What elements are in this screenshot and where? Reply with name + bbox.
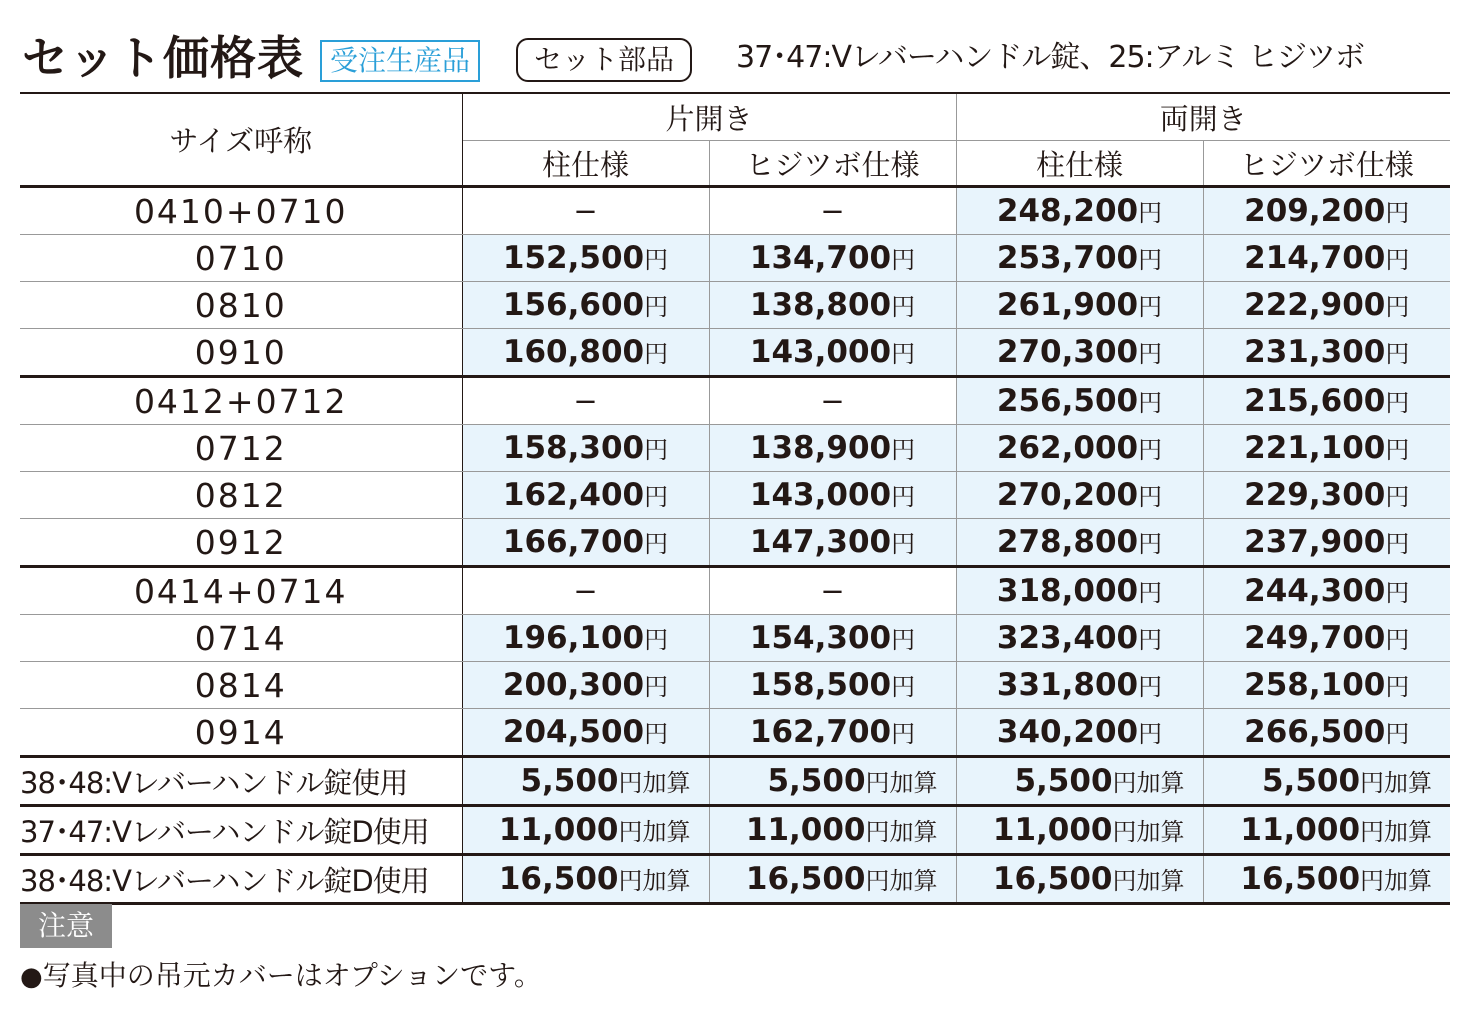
yen-unit: 円 <box>1385 720 1410 748</box>
price-value: 222,900 <box>1244 287 1386 323</box>
yen-unit: 円 <box>1112 769 1137 797</box>
price-cell <box>709 235 956 282</box>
yen-unit: 円 <box>891 436 916 464</box>
table-row <box>20 425 1450 472</box>
price-value: 214,700 <box>1244 240 1386 276</box>
empty-price-cell: − <box>462 567 709 615</box>
price-value: 340,200 <box>996 714 1139 750</box>
price-cell <box>1203 282 1450 329</box>
size-cell: 0714 <box>20 615 462 662</box>
single-door-header: 片開き <box>462 93 956 141</box>
price-value: 258,100 <box>1244 667 1386 703</box>
price-value: 253,700 <box>996 240 1139 276</box>
table-row <box>20 187 1450 235</box>
option-price-value: 16,500 <box>498 861 619 897</box>
option-price-cell <box>462 757 709 806</box>
single-pillar-header: 柱仕様 <box>462 141 709 187</box>
yen-unit: 円 <box>1138 673 1163 701</box>
price-value: 318,000 <box>996 573 1139 609</box>
price-cell <box>956 329 1203 377</box>
price-value: 229,300 <box>1244 477 1386 513</box>
price-cell <box>956 615 1203 662</box>
empty-price-cell: − <box>709 567 956 615</box>
add-suffix: 加算 <box>889 769 938 797</box>
notice-text <box>20 956 542 997</box>
price-cell <box>956 187 1203 235</box>
option-label: 37･47:Vレバーハンドル錠D使用 <box>20 806 462 855</box>
table-row <box>20 662 1450 709</box>
size-cell: 0810 <box>20 282 462 329</box>
yen-unit: 円 <box>1385 246 1410 274</box>
table-row <box>20 615 1450 662</box>
price-value: 248,200 <box>996 193 1139 229</box>
price-cell <box>956 519 1203 567</box>
yen-unit: 円 <box>891 246 916 274</box>
price-table <box>20 92 1450 905</box>
price-cell <box>709 472 956 519</box>
yen-unit: 円 <box>644 720 669 748</box>
yen-unit: 円 <box>1385 199 1410 227</box>
add-suffix: 加算 <box>1136 818 1185 846</box>
price-cell <box>462 425 709 472</box>
price-value: 270,200 <box>996 477 1139 513</box>
yen-unit: 円 <box>1385 340 1410 368</box>
size-column-header: サイズ呼称 <box>20 93 462 187</box>
option-price-value: 16,500 <box>992 861 1113 897</box>
yen-unit: 円 <box>865 818 890 846</box>
option-price-cell <box>956 806 1203 855</box>
empty-price-cell: − <box>462 187 709 235</box>
yen-unit: 円 <box>1360 867 1385 895</box>
price-value: 154,300 <box>749 620 892 656</box>
price-value: 160,800 <box>502 334 645 370</box>
yen-unit: 円 <box>644 340 669 368</box>
option-price-value: 11,000 <box>498 812 619 848</box>
yen-unit: 円 <box>1138 579 1163 607</box>
price-cell <box>956 235 1203 282</box>
price-cell <box>709 662 956 709</box>
yen-unit: 円 <box>1138 483 1163 511</box>
yen-unit: 円 <box>891 673 916 701</box>
option-price-cell <box>709 855 956 904</box>
price-table-body <box>20 187 1450 904</box>
yen-unit: 円 <box>891 530 916 558</box>
price-cell <box>956 662 1203 709</box>
price-cell <box>1203 472 1450 519</box>
price-cell <box>709 519 956 567</box>
single-hijitsubo-header: ヒジツボ仕様 <box>709 141 956 187</box>
price-cell <box>709 329 956 377</box>
yen-unit: 円 <box>1385 673 1410 701</box>
price-value: 138,800 <box>749 287 892 323</box>
size-cell: 0910 <box>20 329 462 377</box>
price-value: 152,500 <box>502 240 645 276</box>
price-cell <box>462 662 709 709</box>
price-table-header <box>20 93 1450 187</box>
yen-unit: 円 <box>644 436 669 464</box>
price-value: 331,800 <box>996 667 1139 703</box>
yen-unit: 円 <box>1138 246 1163 274</box>
price-cell <box>462 329 709 377</box>
price-cell <box>462 709 709 757</box>
size-cell: 0912 <box>20 519 462 567</box>
yen-unit: 円 <box>644 626 669 654</box>
yen-unit: 円 <box>1385 530 1410 558</box>
table-row <box>20 472 1450 519</box>
price-value: 249,700 <box>1244 620 1386 656</box>
price-value: 204,500 <box>502 714 645 750</box>
option-price-cell <box>709 757 956 806</box>
yen-unit: 円 <box>1138 199 1163 227</box>
size-cell: 0814 <box>20 662 462 709</box>
yen-unit: 円 <box>1138 530 1163 558</box>
price-value: 158,500 <box>749 667 892 703</box>
table-row <box>20 282 1450 329</box>
price-value: 147,300 <box>749 524 892 560</box>
size-cell: 0812 <box>20 472 462 519</box>
option-label: 38･48:Vレバーハンドル錠D使用 <box>20 855 462 904</box>
option-price-value: 16,500 <box>745 861 866 897</box>
option-price-cell <box>709 806 956 855</box>
yen-unit: 円 <box>1385 579 1410 607</box>
add-suffix: 加算 <box>889 818 938 846</box>
option-price-cell <box>956 757 1203 806</box>
empty-price-cell: − <box>709 187 956 235</box>
price-value: 261,900 <box>996 287 1139 323</box>
table-row <box>20 377 1450 425</box>
option-price-value: 5,500 <box>1014 763 1113 799</box>
empty-price-cell: − <box>709 377 956 425</box>
option-price-value: 16,500 <box>1240 861 1361 897</box>
price-value: 162,400 <box>502 477 645 513</box>
yen-unit: 円 <box>618 867 643 895</box>
size-cell: 0710 <box>20 235 462 282</box>
size-cell: 0410+0710 <box>20 187 462 235</box>
empty-price-cell: − <box>462 377 709 425</box>
yen-unit: 円 <box>1385 626 1410 654</box>
set-parts-badge: セット部品 <box>516 38 692 82</box>
add-suffix: 加算 <box>889 867 938 895</box>
price-cell <box>462 472 709 519</box>
yen-unit: 円 <box>1112 818 1137 846</box>
option-row <box>20 855 1450 904</box>
option-price-value: 5,500 <box>1261 763 1361 799</box>
option-price-value: 5,500 <box>520 763 619 799</box>
price-value: 221,100 <box>1244 430 1386 466</box>
table-row <box>20 329 1450 377</box>
option-price-value: 11,000 <box>992 812 1113 848</box>
notice-label: 注意 <box>20 904 112 948</box>
table-row <box>20 709 1450 757</box>
option-price-cell <box>1203 806 1450 855</box>
price-cell <box>1203 662 1450 709</box>
header-note: 37･47:Vレバーハンドル錠、25:アルミ ヒジツボ <box>736 40 1364 75</box>
option-price-cell <box>1203 757 1450 806</box>
add-suffix: 加算 <box>1384 867 1433 895</box>
price-cell <box>709 709 956 757</box>
yen-unit: 円 <box>891 483 916 511</box>
price-value: 200,300 <box>502 667 645 703</box>
add-suffix: 加算 <box>642 818 691 846</box>
price-value: 156,600 <box>502 287 645 323</box>
notice-body: 写真中の吊元カバーはオプションです。 <box>42 959 542 992</box>
price-value: 158,300 <box>502 430 645 466</box>
header <box>22 30 1452 86</box>
yen-unit: 円 <box>644 246 669 274</box>
price-cell <box>709 282 956 329</box>
price-cell <box>709 425 956 472</box>
yen-unit: 円 <box>1385 293 1410 321</box>
yen-unit: 円 <box>865 867 890 895</box>
add-suffix: 加算 <box>1384 818 1433 846</box>
double-door-header: 両開き <box>956 93 1450 141</box>
option-price-value: 11,000 <box>745 812 866 848</box>
double-pillar-header: 柱仕様 <box>956 141 1203 187</box>
add-suffix: 加算 <box>642 867 691 895</box>
price-cell <box>956 282 1203 329</box>
price-value: 215,600 <box>1244 383 1386 419</box>
yen-unit: 円 <box>1138 389 1163 417</box>
price-cell <box>956 567 1203 615</box>
double-hijitsubo-header: ヒジツボ仕様 <box>1239 147 1414 182</box>
price-cell <box>1203 519 1450 567</box>
yen-unit: 円 <box>1385 483 1410 511</box>
price-value: 138,900 <box>749 430 892 466</box>
add-suffix: 加算 <box>1384 769 1433 797</box>
price-cell <box>956 377 1203 425</box>
price-cell <box>956 472 1203 519</box>
price-value: 162,700 <box>749 714 892 750</box>
table-row <box>20 519 1450 567</box>
price-cell <box>1203 709 1450 757</box>
price-value: 323,400 <box>996 620 1139 656</box>
yen-unit: 円 <box>1138 436 1163 464</box>
price-cell <box>1203 425 1450 472</box>
option-row <box>20 806 1450 855</box>
price-value: 266,500 <box>1244 714 1386 750</box>
price-cell <box>956 709 1203 757</box>
option-price-cell <box>956 855 1203 904</box>
option-price-value: 5,500 <box>767 763 866 799</box>
yen-unit: 円 <box>891 626 916 654</box>
yen-unit: 円 <box>644 483 669 511</box>
size-cell: 0412+0712 <box>20 377 462 425</box>
table-row <box>20 567 1450 615</box>
yen-unit: 円 <box>1138 720 1163 748</box>
price-cell <box>1203 615 1450 662</box>
price-value: 166,700 <box>502 524 645 560</box>
price-value: 143,000 <box>749 334 892 370</box>
yen-unit: 円 <box>865 769 890 797</box>
price-cell <box>462 235 709 282</box>
price-value: 270,300 <box>996 334 1139 370</box>
yen-unit: 円 <box>891 293 916 321</box>
table-row <box>20 235 1450 282</box>
add-suffix: 加算 <box>1136 769 1185 797</box>
size-cell: 0414+0714 <box>20 567 462 615</box>
price-cell <box>1203 567 1450 615</box>
option-label: 38･48:Vレバーハンドル錠使用 <box>20 757 462 806</box>
yen-unit: 円 <box>644 293 669 321</box>
price-value: 134,700 <box>749 240 892 276</box>
option-price-value: 11,000 <box>1240 812 1361 848</box>
add-suffix: 加算 <box>1136 867 1185 895</box>
price-cell <box>462 615 709 662</box>
yen-unit: 円 <box>1385 389 1410 417</box>
price-cell <box>1203 235 1450 282</box>
page-title: セット価格表 <box>22 31 304 85</box>
price-value: 244,300 <box>1244 573 1386 609</box>
yen-unit: 円 <box>1138 340 1163 368</box>
add-suffix: 加算 <box>642 769 691 797</box>
price-value: 256,500 <box>996 383 1139 419</box>
option-price-cell <box>462 855 709 904</box>
bullet-icon: ● <box>20 962 43 992</box>
price-value: 231,300 <box>1244 334 1386 370</box>
yen-unit: 円 <box>891 340 916 368</box>
yen-unit: 円 <box>618 769 643 797</box>
yen-unit: 円 <box>644 530 669 558</box>
yen-unit: 円 <box>618 818 643 846</box>
price-cell <box>1203 187 1450 235</box>
price-value: 262,000 <box>996 430 1139 466</box>
price-cell <box>1203 329 1450 377</box>
size-cell: 0914 <box>20 709 462 757</box>
price-value: 196,100 <box>502 620 645 656</box>
made-to-order-badge: 受注生産品 <box>320 40 480 82</box>
price-cell <box>1203 377 1450 425</box>
price-cell <box>709 615 956 662</box>
price-value: 209,200 <box>1244 193 1386 229</box>
yen-unit: 円 <box>1360 769 1385 797</box>
size-cell: 0712 <box>20 425 462 472</box>
option-price-cell <box>462 806 709 855</box>
price-cell <box>462 282 709 329</box>
price-cell <box>462 519 709 567</box>
yen-unit: 円 <box>1138 293 1163 321</box>
price-cell <box>956 425 1203 472</box>
yen-unit: 円 <box>1112 867 1137 895</box>
yen-unit: 円 <box>1385 436 1410 464</box>
yen-unit: 円 <box>644 673 669 701</box>
price-value: 237,900 <box>1244 524 1386 560</box>
option-row <box>20 757 1450 806</box>
price-value: 143,000 <box>749 477 892 513</box>
yen-unit: 円 <box>1360 818 1385 846</box>
yen-unit: 円 <box>1138 626 1163 654</box>
option-price-cell <box>1203 855 1450 904</box>
yen-unit: 円 <box>891 720 916 748</box>
price-value: 278,800 <box>996 524 1139 560</box>
